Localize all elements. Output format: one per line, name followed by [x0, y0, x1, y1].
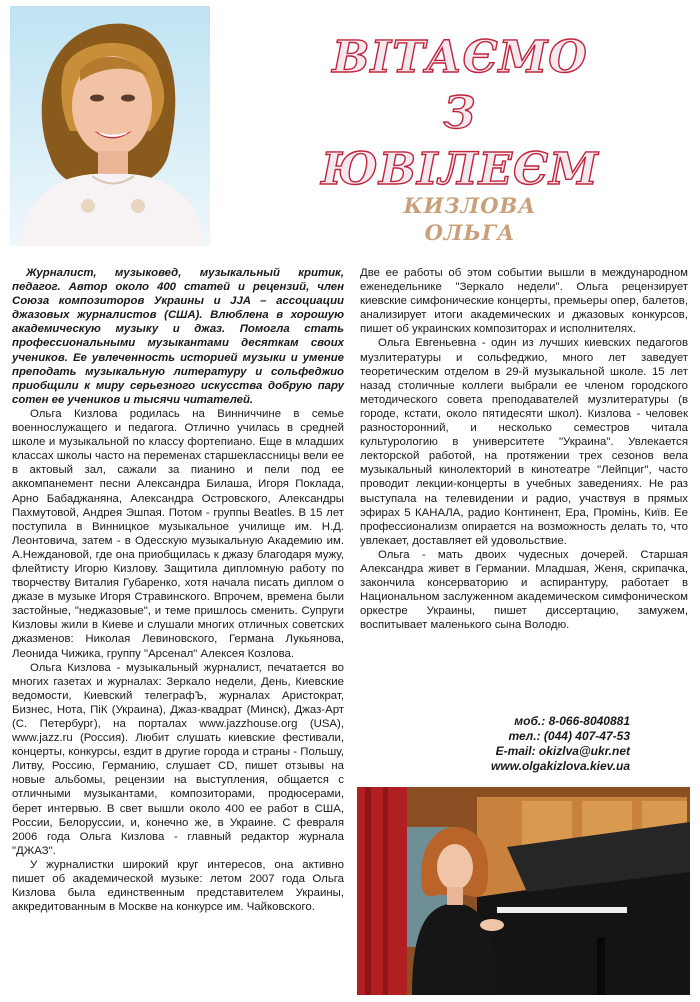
headline-line-1: ВІТАЄМО	[332, 32, 588, 83]
piano-photo	[357, 787, 690, 995]
paragraph: У журналистки широкий круг интересов, она активно пишет об академической музыке: летом 2007 года Ольга Кизлова была единственным представителем Украины, аккредитованным в Москве на конкурсе им. Чайковского.	[12, 858, 344, 914]
first-name: ОЛЬГА	[424, 220, 516, 245]
headline	[300, 30, 620, 198]
article-left-column	[12, 266, 344, 914]
paragraph: Ольга - мать двоих чудесных дочерей. Старшая Александра живет в Германии. Младшая, Женя, скрипачка, закончила консерваторию и аспирантуру, работает в Национальном заслуженном академическом симфоническом оркестре Украины, пишет диссертацию, замужем, воспитывает маленького сына Володю.	[360, 548, 688, 632]
website-link[interactable]: www.olgakizlova.kiev.ua	[491, 759, 630, 773]
surname: КИЗЛОВА	[403, 193, 537, 218]
article-right-column	[360, 266, 688, 632]
piano-illustration	[357, 787, 690, 995]
mobile-phone: моб.: 8-066-8040881	[514, 714, 630, 728]
lead-paragraph: Журналист, музыковед, музыкальный критик, педагог. Автор около 400 статей и рецензий, член Союза композиторов Украины и JJA – ассоциации джазовых журналистов (США). Влюблена в хорошую академическую музыку и джаз. Помогла стать профессиональными музыкантами десяткам своих учеников. Ее увлеченность историей музыки и умение преподать музыкальную литературу и сольфеджио приобщили к миру серьезного искусства добрую пару сотен ее учеников и тысячи читателей.	[12, 267, 344, 406]
paragraph: Ольга Кизлова - музыкальный журналист, печатается во многих газетах и журналах: Зеркало недели, День, Киевские ведомости, Киевский телеграфЪ, журналах Аристократ, Бизнес, Нота, ПіК (Украина), Джаз-квадрат (Минск), Джаз-Арт (С. Петербург), на порталах www.jazzhouse.org (USA), www.jazz.ru (Россия). Любит слушать киевские фестивали, концерты, конкурсы, ездит в другие города и страны - Польшу, Литву, Россию, Германию, слушает CD, пишет отзывы на новые альбомы, рецензии на выступления, общается с отличными музыкантами, композиторами, продюсерами, берет интервью. В свет вышли около 400 ее работ в США, России, Белоруссии, и, конечно же, в Украине. С февраля 2006 года Ольга Кизлова - главный редактор журнала "ДЖАЗ".	[12, 661, 344, 857]
portrait-photo	[10, 6, 210, 246]
headline-line-2: З ЮВІЛЕЄМ	[321, 88, 599, 195]
person-name	[370, 192, 570, 246]
paragraph: Ольга Евгеньевна - один из лучших киевских педагогов музлитературы и сольфеджио, много лет заведует теоретическим отделом в 29-й музыкальной школе. 15 лет назад столичные коллеги выбрали ее членом городского методического совета преподавателей музлитературы (в городе, кстати, около пятидесяти школ). Кизлова - человек разносторонний, и несколько семестров читала культурологию в университете "Украина". Увлекается лекторской работой, на протяжении трех сезонов вела музыкальный кинолекторий в кинотеатре "Лейпциг", часто проводит лекции-концерты в учебных заведениях. Не раз выступала на телевидении и радио, участвуя в прямых эфирах 5 КАНАЛА, радио Континент, Ера, Промінь, Київ. Ее профессионализм опирается на возможность делать то, что увлекает, доставляет ей удовольствие.	[360, 337, 688, 547]
paragraph: Две ее работы об этом событии вышли в международном еженедельнике "Зеркало недели". Ольга рецензирует киевские симфонические концерты, премьеры опер, балетов, анализирует итоги академических и джазовых конкурсов, пишет об украинских композиторах и исполнителях.	[360, 267, 688, 336]
paragraph: Ольга Кизлова родилась на Винниччине в семье военнослужащего и педагога. Отлично училась в средней школе и музыкальной по классу фортепиано. Еще в младших классах школы часто на переменах старшеклассницы вели ее в актовый зал, сажали за пианино и пели под ее аккомпанемент песни Александра Билаша, Игоря Поклада, Арно Бабаджаняна, Александра Островского, Александры Пахмутовой, Андрея Эшпая. Потом - группы Beatles. В 15 лет поступила в Винницкое музыкальное училище им. Н.Д. Леонтовича, затем - в Одесскую музыкальную Академию им. А.Неждановой, где она приобщилась к джазу благодаря мужу, флейтисту Игорю Кизлову. Защитила дипломную работу по творчеству Виталия Губаренко, хотя начала писать диплом о джазе в музыке Игоря Стравинского. Впрочем, времена были застойные, "неджазовые", и теме пришлось сменить. Супруги Кизловы жили в Киеве и слушали многих отличных советских джазменов: Николая Левиновского, Германа Лукьянова, Леонида Чижика, группу "Арсенал" Алексея Козлова.	[12, 407, 344, 660]
landline-phone: тел.: (044) 407-47-53	[508, 729, 630, 743]
contact-block	[430, 714, 630, 774]
email-address[interactable]: E-mail: okizlva@ukr.net	[495, 744, 630, 758]
portrait-illustration	[10, 6, 210, 246]
